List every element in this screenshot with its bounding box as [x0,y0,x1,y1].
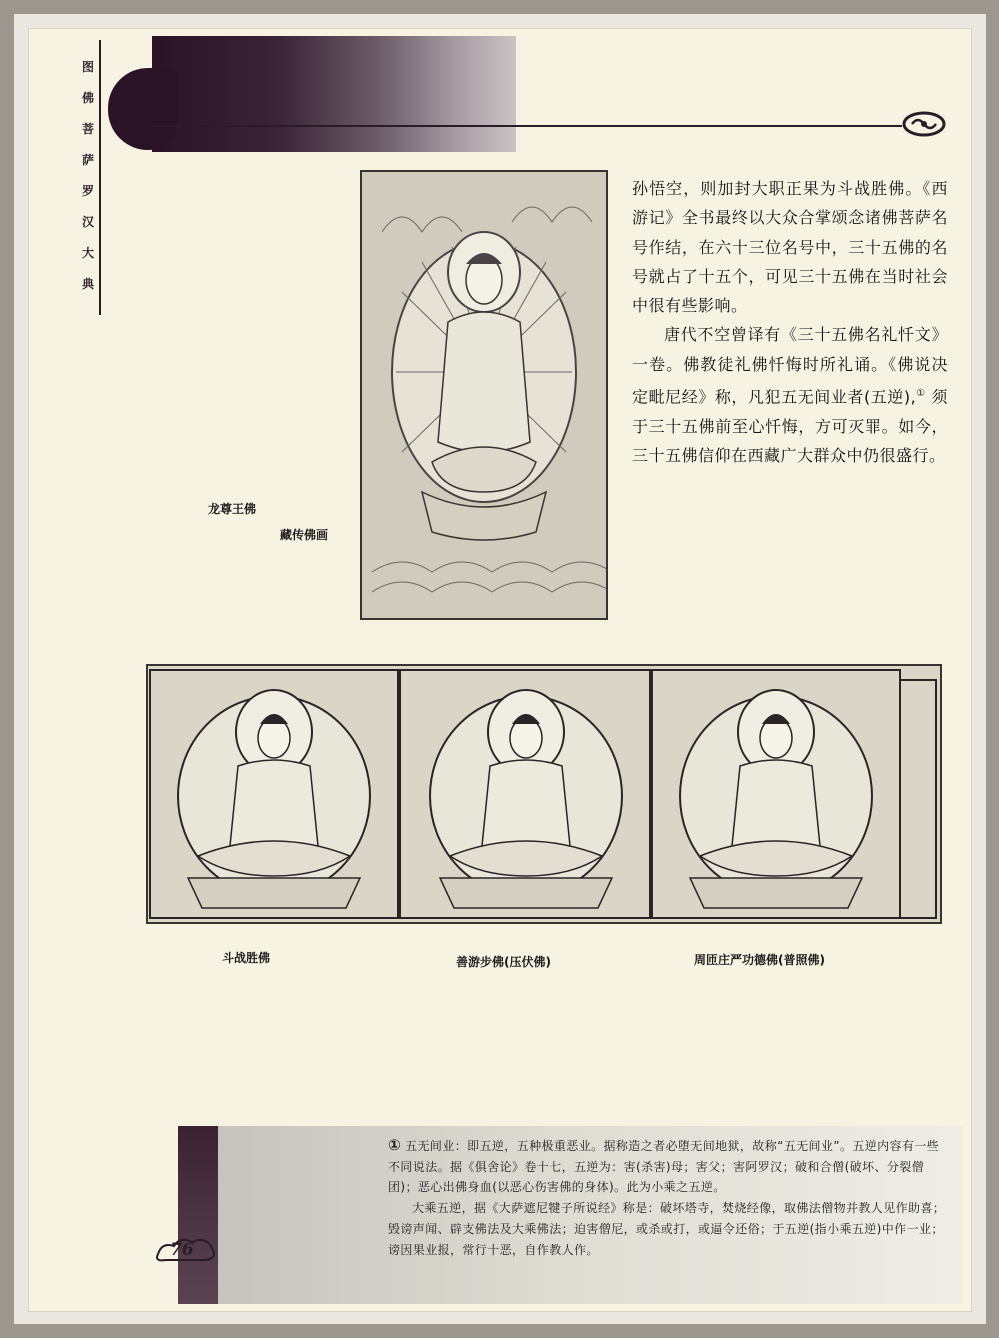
paragraph-text: 唐代不空曾译有《三十五佛名礼忏文》一卷。佛教徒礼佛忏悔时所礼诵。《佛说决定毗尼经》称，凡犯五无间业者(五逆), [632,325,948,407]
panel-caption-middle: 善游步佛(压伏佛) [456,955,551,969]
paragraph-text: 须于三十五佛前至心忏悔，方可灭罪。如今，三十五佛信仰在西藏广大群众中仍很盛行。 [632,387,948,465]
thangka-caption-title: 龙尊王佛 [208,502,257,516]
side-book-title [78,52,98,300]
footnote-paragraph-text: 五无间业：即五逆，五种极重恶业。据称造之者必堕无间地狱，故称“五无间业”。五逆内容有一些不同说法。据《俱舍论》卷十七，五逆为：害(杀害)母；害父；害阿罗汉；破和合僧(破坏、分裂僧团)；恶心出佛身血(以恶心伤害佛的身体)。此为小乘之五逆。 [388,1139,940,1195]
body-text [632,174,948,470]
three-buddhas-illustration [148,666,940,922]
buddha-figure-illustration [362,172,606,618]
footnote-paragraph: 大乘五逆，据《大萨遮尼犍子所说经》称是：破坏塔寺，焚烧经像，取佛法僧物并教人见作助喜；毁谤声闻、辟支佛法及大乘佛法；迫害僧尼，或杀或打，或逼令还俗；于五逆(指小乘五逆)中作一业；谤因果业报，常行十恶，自作教人作。 [388,1201,946,1257]
side-title-char: 典 [81,277,94,291]
panel-caption-right: 周匝庄严功德佛(普照佛) [694,953,825,967]
thangka-image [360,170,608,620]
footnote-paragraph [388,1135,948,1198]
knot-ornament-icon [902,110,946,138]
side-title-char: 萨 [81,153,94,167]
footnote-dark-strip [178,1126,218,1304]
side-title-char: 大 [81,246,94,260]
side-title-char: 汉 [81,215,94,229]
panel-caption-left: 斗战胜佛 [222,951,271,965]
thangka-caption-subtitle: 藏传佛画 [280,528,329,542]
paragraph [632,320,948,470]
page-number-text: 76 [170,1240,194,1260]
side-title-char: 图 [81,60,94,74]
page-number [154,1236,218,1264]
footnote-text [388,1135,948,1260]
three-buddhas-image [146,664,942,924]
footnote-ref[interactable]: ① [916,388,926,400]
cloud-ornament-icon [108,68,178,150]
header-rule [152,125,902,127]
side-rule [99,40,101,315]
footnote-number: ① [388,1136,402,1154]
side-title-char: 罗 [81,184,94,198]
side-title-char: 佛 [81,91,94,105]
header-banner [152,36,516,152]
side-title-char: 菩 [81,122,94,136]
paragraph: 孙悟空，则加封大职正果为斗战胜佛。《西游记》全书最终以大众合掌颂念诸佛菩萨名号作结，在六十三位名号中，三十五佛的名号就占了十五个，可见三十五佛在当时社会中很有些影响。 [632,179,948,316]
